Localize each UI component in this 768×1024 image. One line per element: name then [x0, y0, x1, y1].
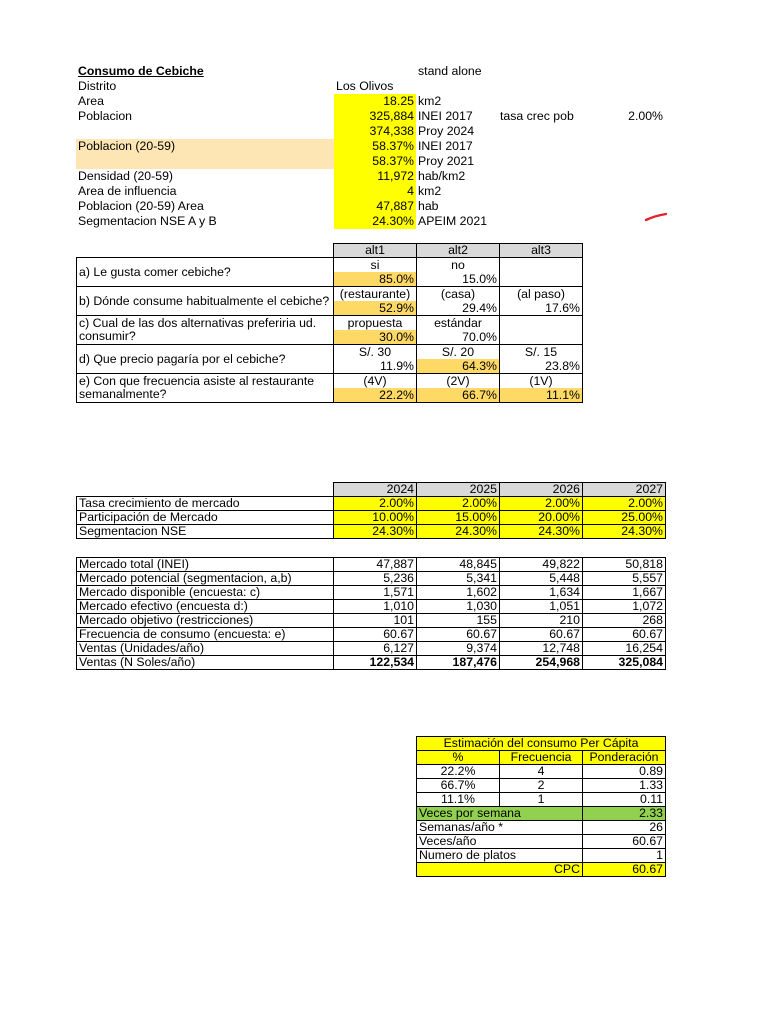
- survey-option: S/. 30: [334, 345, 417, 360]
- survey-table: [76, 243, 583, 403]
- param-label: Participación de Mercado: [77, 511, 334, 525]
- cpc-title: Estimación del consumo Per Cápita: [417, 737, 666, 751]
- mode-label: stand alone: [418, 64, 482, 78]
- year-header: 2026: [500, 483, 583, 497]
- survey-option: (4V): [334, 374, 417, 389]
- header-unit: hab: [418, 199, 439, 213]
- market-value: 60.67: [417, 628, 500, 642]
- market-value: 5,341: [417, 572, 500, 586]
- market-value: 49,822: [500, 558, 583, 572]
- header-value: 325,884: [334, 109, 416, 124]
- survey-header: alt3: [500, 244, 583, 258]
- year-header: 2027: [583, 483, 666, 497]
- param-value: 2.00%: [500, 497, 583, 511]
- survey-option: (al paso): [500, 287, 583, 302]
- market-value: 1,667: [583, 586, 666, 600]
- survey-header: alt2: [417, 244, 500, 258]
- survey-value: 66.7%: [417, 388, 500, 403]
- market-value: 5,236: [334, 572, 417, 586]
- market-value: 60.67: [334, 628, 417, 642]
- sheet-title: Consumo de Cebiche: [78, 64, 204, 78]
- survey-question: d) Que precio pagaría por el cebiche?: [77, 345, 334, 374]
- survey-value: [500, 272, 583, 287]
- market-value: 60.67: [500, 628, 583, 642]
- cpc-table: [416, 736, 666, 877]
- market-value: 1,072: [583, 600, 666, 614]
- survey-value: [500, 330, 583, 345]
- survey-value: 30.0%: [334, 330, 417, 345]
- red-mark: [644, 210, 670, 224]
- header-label: Area de influencia: [78, 184, 177, 198]
- survey-value: 17.6%: [500, 301, 583, 316]
- market-value: 5,557: [583, 572, 666, 586]
- market-label: Ventas (N Soles/año): [77, 656, 334, 670]
- cpc-summary-label: CPC: [417, 863, 583, 877]
- survey-value: 23.8%: [500, 359, 583, 374]
- header-label: Poblacion (20-59) Area: [78, 199, 204, 213]
- cpc-summary-label: Veces por semana: [417, 807, 583, 821]
- market-params-table: [76, 482, 666, 539]
- survey-option: (casa): [417, 287, 500, 302]
- header-unit: APEIM 2021: [418, 214, 488, 228]
- param-value: 24.30%: [500, 525, 583, 539]
- growth-label: tasa crec pob: [500, 109, 574, 123]
- cpc-weight: 0.11: [583, 793, 666, 807]
- survey-header: alt1: [334, 244, 417, 258]
- market-value: 1,602: [417, 586, 500, 600]
- survey-corner: [77, 244, 334, 258]
- param-value: 25.00%: [583, 511, 666, 525]
- survey-option: [500, 316, 583, 331]
- year-header: 2024: [334, 483, 417, 497]
- market-value: 12,748: [500, 642, 583, 656]
- param-value: 24.30%: [334, 525, 417, 539]
- cpc-header: Frecuencia: [500, 751, 583, 765]
- market-value: 155: [417, 614, 500, 628]
- cpc-percent: 11.1%: [417, 793, 500, 807]
- survey-question: b) Dónde consume habitualmente el cebiche?: [77, 287, 334, 316]
- survey-value: 85.0%: [334, 272, 417, 287]
- survey-value: 11.9%: [334, 359, 417, 374]
- survey-question: a) Le gusta comer cebiche?: [77, 258, 334, 287]
- survey-value: 11.1%: [500, 388, 583, 403]
- market-value: 210: [500, 614, 583, 628]
- header-value: 18.25: [334, 94, 416, 109]
- header-value: 47,887: [334, 199, 416, 214]
- cpc-frequency: 4: [500, 765, 583, 779]
- header-unit: km2: [418, 184, 442, 198]
- market-value: 5,448: [500, 572, 583, 586]
- param-value: 10.00%: [334, 511, 417, 525]
- survey-value: 52.9%: [334, 301, 417, 316]
- market-value: 254,968: [500, 656, 583, 670]
- header-unit: hab/km2: [418, 169, 466, 183]
- survey-option: [500, 258, 583, 273]
- cpc-frequency: 2: [500, 779, 583, 793]
- market-label: Mercado disponible (encuesta: c): [77, 586, 334, 600]
- param-value: 15.00%: [417, 511, 500, 525]
- cpc-summary-label: Semanas/año *: [417, 821, 583, 835]
- cpc-summary-value: 60.67: [583, 835, 666, 849]
- survey-option: (2V): [417, 374, 500, 389]
- header-value: 24.30%: [334, 214, 416, 229]
- cpc-header: Ponderación: [583, 751, 666, 765]
- market-value: 101: [334, 614, 417, 628]
- survey-option: si: [334, 258, 417, 273]
- header-value: 11,972: [334, 169, 416, 184]
- survey-option: S/. 15: [500, 345, 583, 360]
- survey-option: S/. 20: [417, 345, 500, 360]
- header-unit: INEI 2017: [418, 109, 473, 123]
- growth-value: 2.00%: [628, 109, 663, 123]
- market-value: 50,818: [583, 558, 666, 572]
- market-value: 1,030: [417, 600, 500, 614]
- market-value: 1,010: [334, 600, 417, 614]
- market-value: 48,845: [417, 558, 500, 572]
- header-label: Poblacion: [78, 109, 133, 123]
- cpc-percent: 22.2%: [417, 765, 500, 779]
- survey-question: c) Cual de las dos alternativas preferiria ud. consumir?: [77, 316, 334, 345]
- header-value: Los Olivos: [336, 79, 394, 93]
- market-value: 325,084: [583, 656, 666, 670]
- survey-option: (restaurante): [334, 287, 417, 302]
- survey-option: estándar: [417, 316, 500, 331]
- survey-question: e) Con que frecuencia asiste al restaurante semanalmente?: [77, 374, 334, 403]
- cpc-summary-value: 2.33: [583, 807, 666, 821]
- cpc-weight: 0.89: [583, 765, 666, 779]
- market-value: 268: [583, 614, 666, 628]
- market-table: [76, 557, 666, 670]
- header-unit: km2: [418, 94, 442, 108]
- cpc-frequency: 1: [500, 793, 583, 807]
- header-unit: INEI 2017: [418, 139, 473, 153]
- market-label: Mercado potencial (segmentacion, a,b): [77, 572, 334, 586]
- cpc-weight: 1.33: [583, 779, 666, 793]
- param-value: 20.00%: [500, 511, 583, 525]
- param-label: Tasa crecimiento de mercado: [77, 497, 334, 511]
- market-value: 187,476: [417, 656, 500, 670]
- cpc-percent: 66.7%: [417, 779, 500, 793]
- survey-option: propuesta: [334, 316, 417, 331]
- header-unit: Proy 2021: [418, 154, 475, 168]
- market-label: Ventas (Unidades/año): [77, 642, 334, 656]
- param-value: 2.00%: [334, 497, 417, 511]
- param-value: 24.30%: [417, 525, 500, 539]
- market-value: 1,051: [500, 600, 583, 614]
- param-value: 2.00%: [583, 497, 666, 511]
- header-value: 58.37%: [334, 139, 416, 154]
- market-value: 47,887: [334, 558, 417, 572]
- market-value: 60.67: [583, 628, 666, 642]
- header-value: 374,338: [334, 124, 416, 139]
- param-value: 24.30%: [583, 525, 666, 539]
- year-header: 2025: [417, 483, 500, 497]
- market-value: 1,634: [500, 586, 583, 600]
- cpc-summary-label: Veces/año: [417, 835, 583, 849]
- market-value: 6,127: [334, 642, 417, 656]
- survey-option: no: [417, 258, 500, 273]
- market-value: 122,534: [334, 656, 417, 670]
- market-value: 1,571: [334, 586, 417, 600]
- survey-value: 64.3%: [417, 359, 500, 374]
- cpc-summary-value: 1: [583, 849, 666, 863]
- cpc-header: %: [417, 751, 500, 765]
- header-label: Poblacion (20-59): [78, 139, 176, 153]
- survey-value: 29.4%: [417, 301, 500, 316]
- cpc-summary-value: 26: [583, 821, 666, 835]
- param-value: 2.00%: [417, 497, 500, 511]
- market-label: Mercado efectivo (encuesta d:): [77, 600, 334, 614]
- params-corner: [77, 483, 334, 497]
- market-label: Frecuencia de consumo (encuesta: e): [77, 628, 334, 642]
- header-label: Densidad (20-59): [78, 169, 174, 183]
- survey-option: (1V): [500, 374, 583, 389]
- header-value: 58.37%: [334, 154, 416, 169]
- header-value: 4: [334, 184, 416, 199]
- cpc-summary-value: 60.67: [583, 863, 666, 877]
- cpc-summary-label: Numero de platos: [417, 849, 583, 863]
- header-unit: Proy 2024: [418, 124, 475, 138]
- survey-value: 22.2%: [334, 388, 417, 403]
- market-label: Mercado objetivo (restricciones): [77, 614, 334, 628]
- survey-value: 70.0%: [417, 330, 500, 345]
- market-label: Mercado total (INEI): [77, 558, 334, 572]
- market-value: 16,254: [583, 642, 666, 656]
- header-label: Distrito: [78, 79, 117, 93]
- header-label: Area: [78, 94, 104, 108]
- param-label: Segmentacion NSE: [77, 525, 334, 539]
- survey-value: 15.0%: [417, 272, 500, 287]
- header-label: Segmentacion NSE A y B: [78, 214, 217, 228]
- market-value: 9,374: [417, 642, 500, 656]
